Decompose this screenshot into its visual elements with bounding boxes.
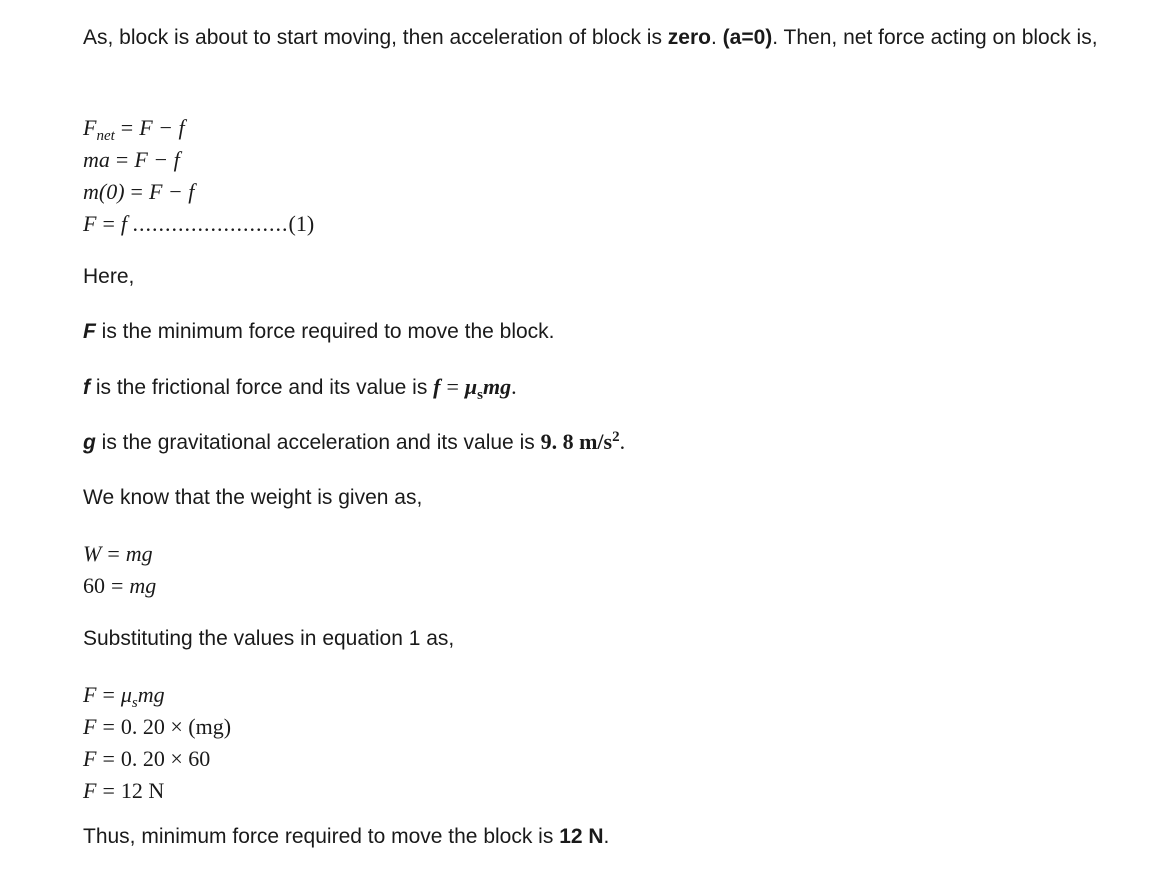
eqw1-lhs: W [83,541,102,566]
equation-line-ma: ma = F − f [83,147,180,172]
def-g-symbol: g [83,431,96,454]
eq4-dots: ........................ [132,211,289,236]
def-F-text: is the minimum force required to move the block. [95,320,555,343]
eq1-lhs-sub: net [96,128,115,144]
intro-bold-zero: zero [667,26,711,49]
intro-text-after: . Then, net force acting on block is, [772,26,1098,49]
eqs1-sub: s [131,695,138,711]
eq4-rhs: f [120,211,127,236]
equation-line-f-mu-mg: $F = \mu_smg$ [83,682,165,711]
equation-line-f-12n: F = 12 N [83,778,165,803]
eq1-rhs: F − f [139,115,185,140]
eqs1-mu: μ [120,682,132,707]
equation-line-f-020-60: F = 0. 20 × 60 [83,746,211,771]
here-paragraph: Here, [83,265,135,288]
eq2-rhs: F − f [134,147,180,172]
conclusion-answer: 12 N [559,825,604,848]
def-g-text: is the gravitational acceleration and its value is [95,431,541,454]
def-g-end: . [619,429,626,454]
eqw1-rhs: mg [125,541,153,566]
intro-bold-a0: (a=0) [722,26,773,49]
def-f-formula-rest: mg [483,374,512,399]
def-f-formula-mu: μ [464,374,478,399]
equation-set-weight [83,538,156,602]
def-g-sup: 2 [612,429,620,445]
definition-F [83,316,555,348]
substituting-paragraph: Substituting the values in equation 1 as, [83,627,455,650]
intro-text-before: As, block is about to start moving, then acceleration of block is [83,26,668,49]
eqw2-rhs: mg [129,573,157,598]
eqs2-lhs: F [83,714,97,739]
equation-line-f-equals-f: F = f ........................(1) [83,211,315,236]
eq3-rhs: F − f [148,179,195,204]
conclusion-text: Thus, minimum force required to move the block is [83,825,560,848]
weight-intro-paragraph: We know that the weight is given as, [83,486,423,509]
definition-f: f is the frictional force and its value is $f = \mu_smg$. [83,374,517,403]
eqs3-lhs: F [83,746,97,771]
eq4-lhs: F [83,211,97,236]
equation-line-w-mg: W = mg [83,541,153,566]
eqs1-lhs: F [83,682,97,707]
eqs1-rest: mg [137,682,165,707]
def-f-formula-lhs: f [433,374,441,399]
eq4-label: (1) [288,211,315,236]
def-f-formula-sub: s [477,387,484,403]
eqw2-lhs: 60 [83,573,105,598]
equation-set-minimum-force [83,679,231,807]
intro-dot: . [710,26,723,49]
equation-line-fnet: $F_{net} = F - f$ [83,115,185,144]
def-F-symbol: F [83,320,96,343]
conclusion-end: . [603,825,610,848]
eqs2-rhs: 0. 20 × (mg) [120,714,232,739]
def-g-value: 9. 8 m/s [540,429,613,454]
conclusion-paragraph [83,821,609,853]
eq1-lhs: F [83,115,97,140]
eqs3-rhs: 0. 20 × 60 [120,746,211,771]
eqs4-rhs: 12 N [120,778,165,803]
eq3-lhs: m(0) [83,179,125,204]
intro-paragraph [83,22,1151,54]
equation-line-f-020-mg: F = 0. 20 × (mg) [83,714,232,739]
eqs4-lhs: F [83,778,97,803]
def-f-text: is the frictional force and its value is [90,376,434,399]
equation-set-net-force [83,112,314,240]
equation-line-60-mg: 60 = mg [83,573,157,598]
def-f-end: . [511,374,517,399]
def-f-symbol: f [83,376,90,399]
eq2-lhs: ma [83,147,110,172]
equation-line-m0: m(0) = F − f [83,179,195,204]
definition-g [83,426,625,459]
